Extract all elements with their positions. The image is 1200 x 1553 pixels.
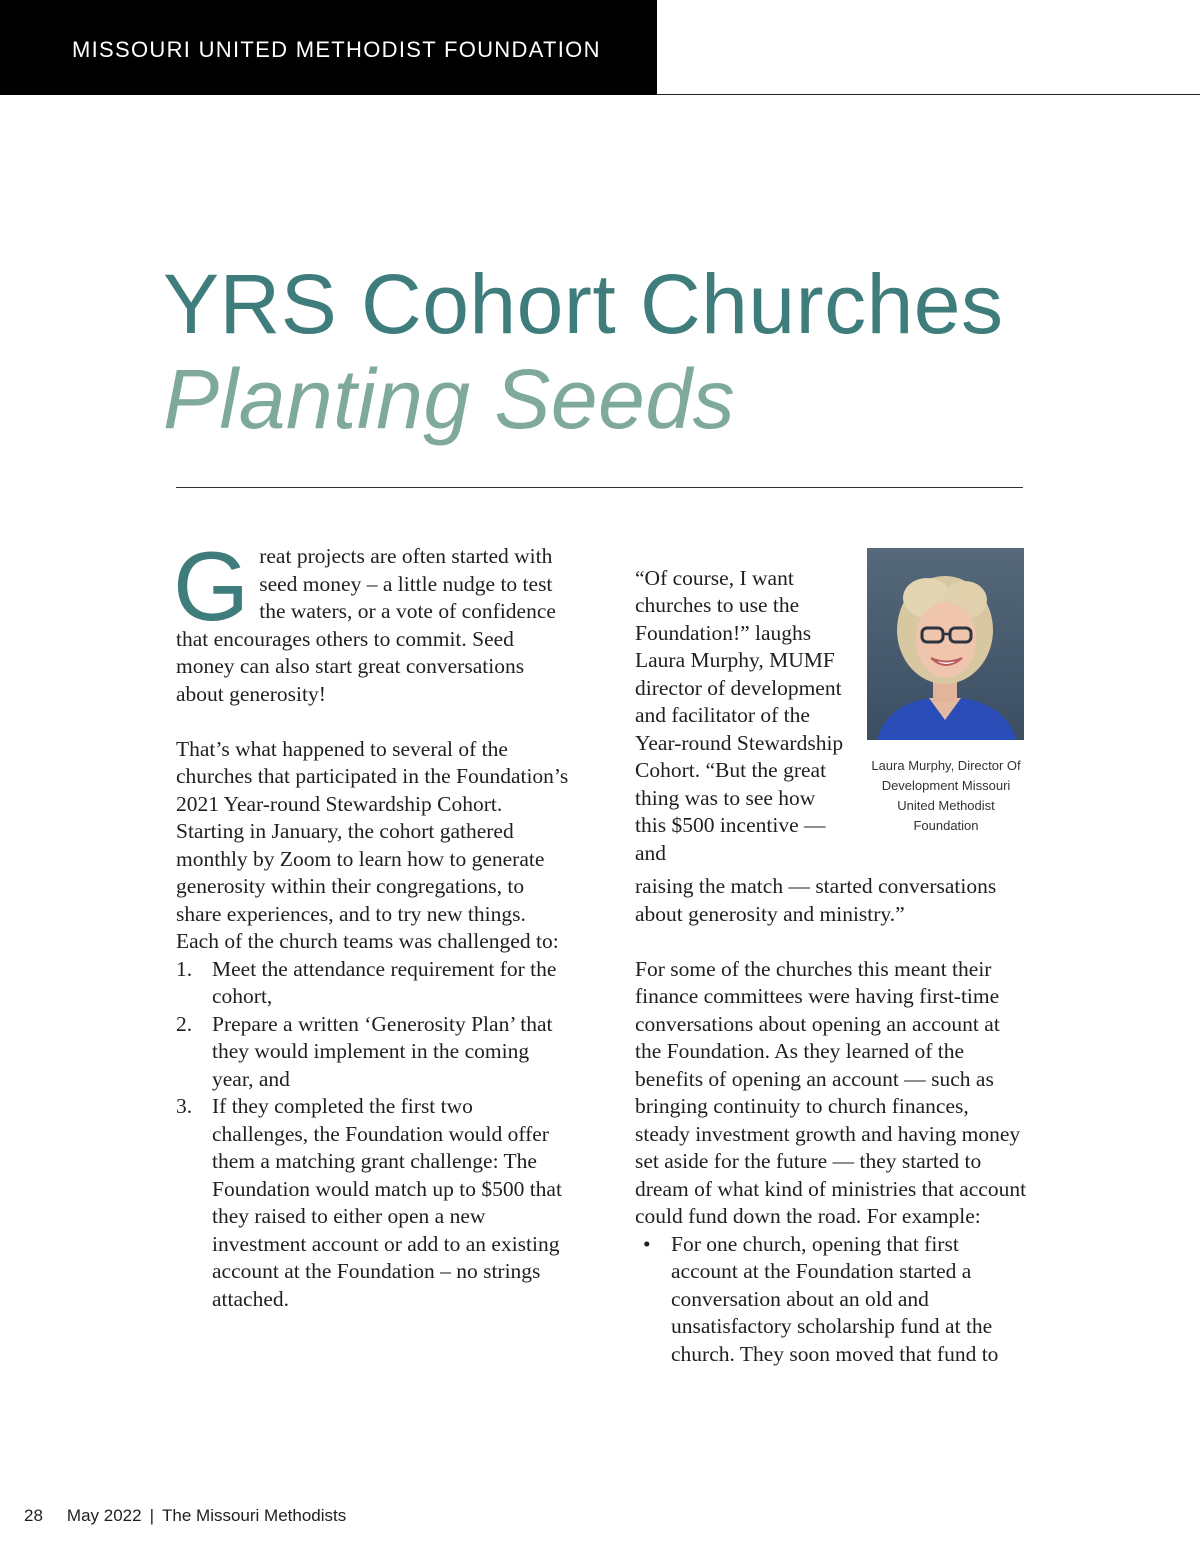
article-title: YRS Cohort Churches <box>163 257 1004 351</box>
page-number: 28 <box>24 1506 43 1525</box>
list-item <box>176 1093 571 1313</box>
finance-paragraph: For some of the churches this meant their finance committees were having first-time conversations about opening an account at the Foundation. As they learned of the benefits of opening an account — such as bringing continuity to church finances, steady investment growth and having money set aside for the future — they started to dream of what kind of ministries that account could fund down the road. For example: <box>635 956 1027 1228</box>
list-item <box>176 956 571 1011</box>
list-item <box>635 1231 1027 1369</box>
publication-name: The Missouri Methodists <box>162 1506 347 1525</box>
quote-wrap-text <box>635 543 845 889</box>
quote-paragraph-end: raising the match — started conversations about generosity and ministry.” <box>635 874 997 926</box>
quote-paragraph-start: “Of course, I want churches to use the Foundation!” laughs Laura Murphy, MUMF director of development and facilitator of the Year-round Stewardship Cohort. “But the great thing was to see how this $500 incentive — and <box>635 565 844 865</box>
organization-label: MISSOURI UNITED METHODIST FOUNDATION <box>72 37 601 62</box>
header-rule <box>657 94 1200 95</box>
list-item-text: Prepare a written ‘Generosity Plan’ that they would implement in the coming year, and <box>212 1011 553 1091</box>
footer-separator: | <box>149 1506 155 1525</box>
example-list <box>635 1231 1027 1369</box>
intro-text: reat projects are often started with seed money – a little nudge to test the waters, or a vote of confidence that encourages others to commit. Seed money can also start great conversations about generosity! <box>176 544 556 706</box>
list-number: 2. <box>176 1011 193 1036</box>
title-divider <box>176 487 1023 488</box>
list-item-text: For one church, opening that first account at the Foundation started a conversation about an old and unsatisfactory scholarship fund at the church. They soon moved that fund to <box>671 1231 999 1366</box>
bullet-icon: • <box>643 1231 651 1256</box>
intro-paragraph <box>173 531 571 708</box>
right-column <box>635 873 1027 1368</box>
dropcap: G <box>173 531 250 641</box>
article-subtitle: Planting Seeds <box>163 352 736 446</box>
header-bar <box>0 0 657 95</box>
portrait-image <box>867 548 1024 740</box>
cohort-paragraph: That’s what happened to several of the churches that participated in the Foundation’s 2021 Year-round Stewardship Cohort. Starting in January, the cohort gathered monthly by Zoom to learn how to generate generosity within their congregations, to share experiences, and to try new things. Each of the church teams was challenged to: <box>176 736 569 953</box>
issue-date: May 2022 <box>66 1506 142 1525</box>
left-column <box>173 531 571 1313</box>
list-item-text: If they completed the first two challenges, the Foundation would offer them a matching grant challenge: The Foundation would match up to $500 that they raised to either open a new investment account or add to an existing account at the Foundation – no strings attached. <box>212 1094 562 1311</box>
photo-caption: Laura Murphy, Director Of Development Missouri United Methodist Foundation <box>871 758 1021 833</box>
page-footer <box>24 1506 346 1526</box>
list-item <box>176 1011 571 1094</box>
list-item-text: Meet the attendance requirement for the cohort, <box>212 956 557 1008</box>
list-number: 3. <box>176 1094 193 1118</box>
challenge-list <box>176 956 571 1314</box>
portrait-photo <box>867 548 1024 740</box>
list-number: 1. <box>176 956 193 981</box>
